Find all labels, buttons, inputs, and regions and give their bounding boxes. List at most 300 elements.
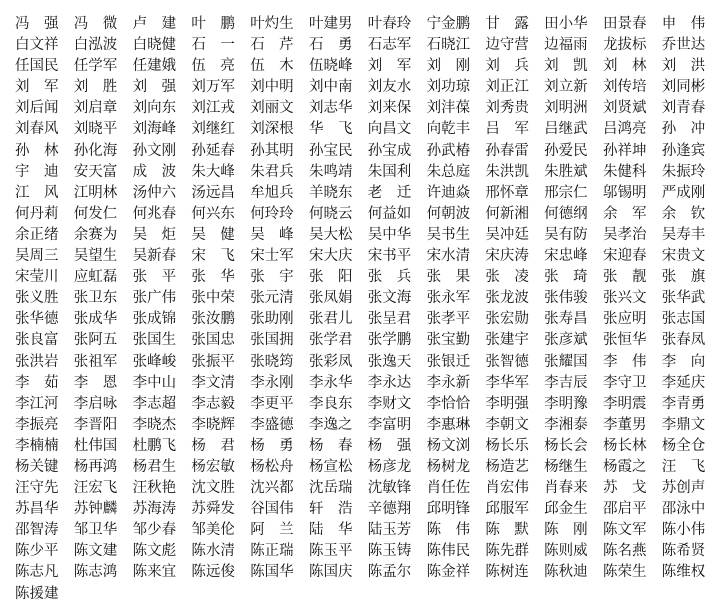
name-cell: 伍晓峰 bbox=[308, 58, 353, 75]
name-cell: 余 钦 bbox=[661, 205, 706, 222]
name-cell: 张广伟 bbox=[132, 290, 177, 307]
name-cell: 刘江戎 bbox=[191, 100, 235, 117]
name-cell: 刘春风 bbox=[15, 121, 59, 138]
name-cell: 刘 胜 bbox=[73, 79, 118, 96]
name-cell: 陈正瑞 bbox=[250, 543, 294, 560]
name-cell: 申 伟 bbox=[661, 16, 706, 32]
name-cell: 陈来宜 bbox=[132, 564, 177, 581]
name-cell: 陈维权 bbox=[661, 564, 706, 581]
name-cell: 李恰恰 bbox=[426, 395, 471, 412]
name-cell: 杨 勇 bbox=[250, 437, 294, 454]
name-cell: 张 琦 bbox=[544, 269, 588, 286]
name-cell: 张洪岩 bbox=[15, 353, 59, 370]
name-cell: 张晓筠 bbox=[250, 353, 294, 370]
name-cell: 叶春玲 bbox=[367, 16, 412, 32]
name-cell: 田景春 bbox=[602, 16, 647, 32]
name-cell: 陈远俊 bbox=[191, 564, 235, 581]
name-cell: 陈国庆 bbox=[308, 564, 353, 581]
name-cell: 李楠楠 bbox=[15, 437, 59, 454]
name-cell: 杨再鸿 bbox=[73, 458, 118, 475]
name-cell: 陈 伟 bbox=[426, 522, 471, 539]
name-cell: 陈少平 bbox=[15, 543, 59, 560]
name-cell: 白泓波 bbox=[73, 37, 118, 54]
name-cell: 邱明锋 bbox=[426, 501, 471, 518]
name-cell: 李志毅 bbox=[191, 395, 235, 412]
name-cell: 张兴文 bbox=[602, 290, 647, 307]
name-cell: 陈 刚 bbox=[544, 522, 588, 539]
name-cell: 乔世达 bbox=[661, 37, 706, 54]
name-cell: 李江河 bbox=[15, 395, 59, 412]
name-cell: 张华德 bbox=[15, 311, 59, 328]
name-cell: 张凤娟 bbox=[308, 290, 353, 307]
name-cell: 刘立新 bbox=[544, 79, 588, 96]
name-cell: 余 军 bbox=[602, 205, 647, 222]
name-cell: 刘 林 bbox=[602, 58, 647, 75]
name-cell: 张国忠 bbox=[191, 332, 235, 349]
name-cell: 李惠琳 bbox=[426, 416, 471, 433]
name-cell: 陈文军 bbox=[602, 522, 647, 539]
name-cell: 杨彦龙 bbox=[367, 458, 412, 475]
name-cell: 张逸天 bbox=[367, 353, 412, 370]
name-cell: 刘 军 bbox=[367, 58, 412, 75]
name-cell: 朱大峰 bbox=[191, 163, 235, 180]
name-cell: 张华武 bbox=[661, 290, 706, 307]
name-cell: 刘传培 bbox=[602, 79, 647, 96]
name-cell: 宋庆涛 bbox=[485, 248, 529, 265]
name-cell: 张耀国 bbox=[544, 353, 588, 370]
name-cell: 杜伟国 bbox=[73, 437, 118, 454]
name-cell: 李永达 bbox=[367, 374, 412, 391]
name-cell: 张君儿 bbox=[308, 311, 353, 328]
name-cell: 杨宏敏 bbox=[191, 458, 235, 475]
name-cell: 刘功琼 bbox=[426, 79, 471, 96]
name-cell: 田小华 bbox=[544, 16, 588, 32]
name-cell: 宋忠峰 bbox=[544, 248, 588, 265]
name-cell: 辛德翔 bbox=[367, 501, 412, 518]
name-cell: 阿 兰 bbox=[250, 522, 294, 539]
name-cell: 李湘泰 bbox=[544, 416, 588, 433]
name-cell: 严成刚 bbox=[661, 184, 706, 201]
name-cell: 任学军 bbox=[73, 58, 118, 75]
name-cell: 孙宝成 bbox=[367, 142, 412, 159]
name-cell: 张恒华 bbox=[602, 332, 647, 349]
name-cell: 李吉辰 bbox=[544, 374, 588, 391]
name-cell: 宋迎春 bbox=[602, 248, 647, 265]
name-cell: 张峰峻 bbox=[132, 353, 177, 370]
name-cell: 吴有防 bbox=[544, 226, 588, 243]
name-cell: 李延庆 bbox=[661, 374, 706, 391]
name-cell: 华 飞 bbox=[308, 121, 353, 138]
name-cell: 孙祥坤 bbox=[602, 142, 647, 159]
name-cell: 张 阳 bbox=[308, 269, 353, 286]
name-cell: 张学鹏 bbox=[367, 332, 412, 349]
name-cell: 李志超 bbox=[132, 395, 177, 412]
name-cell: 宋大庆 bbox=[308, 248, 353, 265]
name-cell: 吴新春 bbox=[132, 248, 177, 265]
name-cell: 陆玉芳 bbox=[367, 522, 412, 539]
name-cell: 吴 炬 bbox=[132, 226, 177, 243]
name-cell: 张 果 bbox=[426, 269, 471, 286]
name-cell: 朱总庭 bbox=[426, 163, 471, 180]
name-cell: 李朝文 bbox=[485, 416, 529, 433]
name-cell: 宋水清 bbox=[426, 248, 471, 265]
name-cell: 陈伟民 bbox=[426, 543, 471, 560]
name-cell: 陈小伟 bbox=[661, 522, 706, 539]
name-cell: 杨长会 bbox=[544, 437, 588, 454]
name-cell: 刘秀贵 bbox=[485, 100, 529, 117]
name-cell: 刘启章 bbox=[73, 100, 118, 117]
name-cell: 吴 健 bbox=[191, 226, 235, 243]
name-cell: 朱胜斌 bbox=[544, 163, 588, 180]
name-cell: 张 平 bbox=[132, 269, 177, 286]
name-cell: 陈国华 bbox=[250, 564, 294, 581]
name-cell: 杨造艺 bbox=[485, 458, 529, 475]
name-cell: 刘来保 bbox=[367, 100, 412, 117]
name-cell: 陈秋迪 bbox=[544, 564, 588, 581]
name-cell: 吕鸿亮 bbox=[602, 121, 647, 138]
name-cell: 李华军 bbox=[485, 374, 529, 391]
name-cell: 张卫东 bbox=[73, 290, 118, 307]
name-cell: 张汝鹏 bbox=[191, 311, 235, 328]
name-cell: 肖任佐 bbox=[426, 480, 471, 497]
name-cell: 陈孟尔 bbox=[367, 564, 412, 581]
name-cell: 张彩凤 bbox=[308, 353, 353, 370]
name-cell: 陈金祥 bbox=[426, 564, 471, 581]
name-cell: 轩 浩 bbox=[308, 501, 353, 518]
name-cell: 何兴东 bbox=[191, 205, 235, 222]
name-cell: 吕 军 bbox=[485, 121, 529, 138]
name-cell: 石晓江 bbox=[426, 37, 471, 54]
name-cell: 孙春雷 bbox=[485, 142, 529, 159]
name-cell: 刘沣葆 bbox=[426, 100, 471, 117]
name-cell: 邱金生 bbox=[544, 501, 588, 518]
name-cell: 杨长乐 bbox=[485, 437, 529, 454]
name-cell: 朱鸣靖 bbox=[308, 163, 353, 180]
name-cell: 李守卫 bbox=[602, 374, 647, 391]
name-cell: 吴中华 bbox=[367, 226, 412, 243]
name-cell: 何晓云 bbox=[308, 205, 353, 222]
name-cell: 吴望生 bbox=[73, 248, 118, 265]
name-cell: 杨全仓 bbox=[661, 437, 706, 454]
name-cell: 张祖军 bbox=[73, 353, 118, 370]
name-cell: 陈荣生 bbox=[602, 564, 647, 581]
name-cell: 石 芹 bbox=[250, 37, 294, 54]
name-cell: 杨树龙 bbox=[426, 458, 471, 475]
name-cell: 汤仲六 bbox=[132, 184, 177, 201]
name-cell: 朱健科 bbox=[602, 163, 647, 180]
name-cell: 陈先群 bbox=[485, 543, 529, 560]
name-cell: 石 勇 bbox=[308, 37, 353, 54]
name-cell: 张阿五 bbox=[73, 332, 118, 349]
name-cell: 江明林 bbox=[73, 184, 118, 201]
name-grid bbox=[15, 14, 721, 602]
name-cell: 陈名燕 bbox=[602, 543, 647, 560]
name-cell: 杨 春 bbox=[308, 437, 353, 454]
name-cell: 石 一 bbox=[191, 37, 235, 54]
name-cell: 刘正江 bbox=[485, 79, 529, 96]
name-cell: 张文海 bbox=[367, 290, 412, 307]
name-cell: 朱振玲 bbox=[661, 163, 706, 180]
name-cell: 李富明 bbox=[367, 416, 412, 433]
name-cell: 邹美伦 bbox=[191, 522, 235, 539]
name-cell: 张宏勋 bbox=[485, 311, 529, 328]
name-cell: 朱洪凯 bbox=[485, 163, 529, 180]
name-cell: 陈志鸿 bbox=[73, 564, 118, 581]
name-cell: 张义胜 bbox=[15, 290, 59, 307]
name-cell: 吴寿丰 bbox=[661, 226, 706, 243]
name-cell: 边福雨 bbox=[544, 37, 588, 54]
name-cell: 李中山 bbox=[132, 374, 177, 391]
name-cell: 张元清 bbox=[250, 290, 294, 307]
name-cell: 刘继红 bbox=[191, 121, 235, 138]
name-cell: 汪秋艳 bbox=[132, 480, 177, 497]
name-cell: 李董男 bbox=[602, 416, 647, 433]
name-cell: 刘 军 bbox=[15, 79, 59, 96]
name-cell: 杨松舟 bbox=[250, 458, 294, 475]
name-cell: 刘深根 bbox=[250, 121, 294, 138]
name-cell: 刘友水 bbox=[367, 79, 412, 96]
name-cell: 吴书生 bbox=[426, 226, 471, 243]
name-cell: 宋贵文 bbox=[661, 248, 706, 265]
name-cell: 张 兵 bbox=[367, 269, 412, 286]
name-cell: 孙爱民 bbox=[544, 142, 588, 159]
name-cell: 余正绪 bbox=[15, 226, 59, 243]
name-cell: 刘 洪 bbox=[661, 58, 706, 75]
name-cell: 伍 木 bbox=[250, 58, 294, 75]
name-cell: 何朝波 bbox=[426, 205, 471, 222]
name-cell: 刘海峰 bbox=[132, 121, 177, 138]
name-cell: 朱国利 bbox=[367, 163, 412, 180]
name-cell: 邵泳中 bbox=[661, 501, 706, 518]
name-cell: 张建宇 bbox=[485, 332, 529, 349]
name-cell: 邵智涛 bbox=[15, 522, 59, 539]
name-cell: 刘同彬 bbox=[661, 79, 706, 96]
name-cell: 肖春来 bbox=[544, 480, 588, 497]
name-cell: 陆 华 bbox=[308, 522, 353, 539]
name-cell: 叶 鹏 bbox=[191, 16, 235, 32]
name-cell: 刘 凯 bbox=[544, 58, 588, 75]
name-cell: 朱君兵 bbox=[250, 163, 294, 180]
name-cell: 张成锦 bbox=[132, 311, 177, 328]
name-cell: 孙武椿 bbox=[426, 142, 471, 159]
name-cell: 张助刚 bbox=[250, 311, 294, 328]
name-cell: 孙化海 bbox=[73, 142, 118, 159]
name-cell: 张孝平 bbox=[426, 311, 471, 328]
name-cell: 李更平 bbox=[250, 395, 294, 412]
name-cell: 刘丽文 bbox=[250, 100, 294, 117]
name-cell: 张呈君 bbox=[367, 311, 412, 328]
name-cell: 汪守先 bbox=[15, 480, 59, 497]
name-cell: 张志国 bbox=[661, 311, 706, 328]
name-cell: 余赛为 bbox=[73, 226, 118, 243]
name-cell: 杨宣松 bbox=[308, 458, 353, 475]
name-cell: 苏昌华 bbox=[15, 501, 59, 518]
name-cell: 何德纲 bbox=[544, 205, 588, 222]
name-cell: 宁金鹏 bbox=[426, 16, 471, 32]
name-cell: 任建娥 bbox=[132, 58, 177, 75]
name-cell: 吴冲廷 bbox=[485, 226, 529, 243]
name-cell: 杜鹏飞 bbox=[132, 437, 177, 454]
name-cell: 羊晓东 bbox=[308, 184, 353, 201]
name-cell: 牟旭兵 bbox=[250, 184, 294, 201]
name-cell: 刘 刚 bbox=[426, 58, 471, 75]
name-cell: 何益如 bbox=[367, 205, 412, 222]
name-cell: 陈文建 bbox=[73, 543, 118, 560]
name-cell: 张龙波 bbox=[485, 290, 529, 307]
name-cell: 杨 强 bbox=[367, 437, 412, 454]
name-cell: 汪 飞 bbox=[661, 458, 706, 475]
name-cell: 陈 默 bbox=[485, 522, 529, 539]
name-cell: 吴 峰 bbox=[250, 226, 294, 243]
name-cell: 伍 亮 bbox=[191, 58, 235, 75]
name-cell: 张春凤 bbox=[661, 332, 706, 349]
name-cell: 李永刚 bbox=[250, 374, 294, 391]
name-cell: 刘万军 bbox=[191, 79, 235, 96]
name-cell: 向乾丰 bbox=[426, 121, 471, 138]
name-cell: 宋书平 bbox=[367, 248, 412, 265]
name-cell: 刘中南 bbox=[308, 79, 353, 96]
name-cell: 杨继生 bbox=[544, 458, 588, 475]
name-cell: 李永华 bbox=[308, 374, 353, 391]
name-cell: 成 波 bbox=[132, 163, 177, 180]
name-cell: 孙延春 bbox=[191, 142, 235, 159]
name-cell: 杨文浏 bbox=[426, 437, 471, 454]
name-cell: 邢宗仁 bbox=[544, 184, 588, 201]
name-cell: 陈玉铸 bbox=[367, 543, 412, 560]
name-cell: 叶建男 bbox=[308, 16, 353, 32]
name-cell: 沈文胜 bbox=[191, 480, 235, 497]
name-cell: 老 迁 bbox=[367, 184, 412, 201]
name-cell: 张彦斌 bbox=[544, 332, 588, 349]
name-cell: 宇 迪 bbox=[15, 163, 59, 180]
name-cell: 许迪焱 bbox=[426, 184, 471, 201]
name-cell: 孙逢宾 bbox=[661, 142, 706, 159]
name-cell: 何新湘 bbox=[485, 205, 529, 222]
name-cell: 吴周三 bbox=[15, 248, 59, 265]
name-cell: 刘 兵 bbox=[485, 58, 529, 75]
name-cell: 汪宏飞 bbox=[73, 480, 118, 497]
name-cell: 杨长林 bbox=[602, 437, 647, 454]
name-cell: 陈援建 bbox=[15, 585, 59, 602]
name-cell: 杨关键 bbox=[15, 458, 59, 475]
name-cell: 孙 林 bbox=[15, 142, 59, 159]
name-cell: 边守营 bbox=[485, 37, 529, 54]
name-cell: 沈敏锋 bbox=[367, 480, 412, 497]
name-cell: 苏创声 bbox=[661, 480, 706, 497]
name-cell: 刘贤斌 bbox=[602, 100, 647, 117]
name-cell: 冯 强 bbox=[15, 16, 59, 32]
name-cell: 刘志华 bbox=[308, 100, 353, 117]
name-cell: 张 靓 bbox=[602, 269, 647, 286]
name-cell: 李盛德 bbox=[250, 416, 294, 433]
name-cell: 李晓杰 bbox=[132, 416, 177, 433]
name-cell: 陈树连 bbox=[485, 564, 529, 581]
name-cell: 陈志凡 bbox=[15, 564, 59, 581]
name-cell: 张伟骏 bbox=[544, 290, 588, 307]
name-cell: 李青勇 bbox=[661, 395, 706, 412]
name-cell: 张应明 bbox=[602, 311, 647, 328]
name-cell: 苏 戈 bbox=[602, 480, 647, 497]
name-cell: 李 茹 bbox=[15, 374, 59, 391]
name-cell: 孙文刚 bbox=[132, 142, 177, 159]
name-cell: 邬锡明 bbox=[602, 184, 647, 201]
name-cell: 张国生 bbox=[132, 332, 177, 349]
name-cell: 宋莹川 bbox=[15, 269, 59, 286]
name-cell: 张智德 bbox=[485, 353, 529, 370]
name-cell: 张 旗 bbox=[661, 269, 706, 286]
name-cell: 刘 强 bbox=[132, 79, 177, 96]
name-cell: 李 伟 bbox=[602, 353, 647, 370]
name-cell: 张寿昌 bbox=[544, 311, 588, 328]
name-cell: 谷国伟 bbox=[250, 501, 294, 518]
name-cell: 张学君 bbox=[308, 332, 353, 349]
name-cell: 李明豫 bbox=[544, 395, 588, 412]
name-cell: 孙宝民 bbox=[308, 142, 353, 159]
name-cell: 白文祥 bbox=[15, 37, 59, 54]
name-cell: 刘青春 bbox=[661, 100, 706, 117]
name-cell: 孙 冲 bbox=[661, 121, 706, 138]
name-cell: 李逸之 bbox=[308, 416, 353, 433]
name-cell: 杨霞之 bbox=[602, 458, 647, 475]
name-cell: 邹卫华 bbox=[73, 522, 118, 539]
name-cell: 吴孝治 bbox=[602, 226, 647, 243]
name-cell: 邹少春 bbox=[132, 522, 177, 539]
name-cell: 张 宇 bbox=[250, 269, 294, 286]
name-cell: 宋 飞 bbox=[191, 248, 235, 265]
name-cell: 李 恩 bbox=[73, 374, 118, 391]
name-cell: 李晓辉 bbox=[191, 416, 235, 433]
name-cell: 吕继武 bbox=[544, 121, 588, 138]
name-cell: 陈水清 bbox=[191, 543, 235, 560]
name-cell: 江 风 bbox=[15, 184, 59, 201]
name-cell: 张 凌 bbox=[485, 269, 529, 286]
name-cell: 向昌文 bbox=[367, 121, 412, 138]
name-cell: 沈岳瑞 bbox=[308, 480, 353, 497]
name-cell: 李晋阳 bbox=[73, 416, 118, 433]
name-cell: 张永军 bbox=[426, 290, 471, 307]
name-cell: 石志军 bbox=[367, 37, 412, 54]
name-cell: 刘中明 bbox=[250, 79, 294, 96]
name-cell: 宋士军 bbox=[250, 248, 294, 265]
name-cell: 李 向 bbox=[661, 353, 706, 370]
name-cell: 沈兴都 bbox=[250, 480, 294, 497]
name-cell: 应虹磊 bbox=[73, 269, 118, 286]
name-cell: 苏舜发 bbox=[191, 501, 235, 518]
name-cell: 张国拥 bbox=[250, 332, 294, 349]
name-cell: 苏钟麟 bbox=[73, 501, 118, 518]
name-cell: 杨君生 bbox=[132, 458, 177, 475]
name-cell: 张 华 bbox=[191, 269, 235, 286]
name-cell: 李良东 bbox=[308, 395, 353, 412]
name-cell: 白晓健 bbox=[132, 37, 177, 54]
name-cell: 苏海涛 bbox=[132, 501, 177, 518]
name-cell: 邵启平 bbox=[602, 501, 647, 518]
name-cell: 张良富 bbox=[15, 332, 59, 349]
name-cell: 刘晓平 bbox=[73, 121, 118, 138]
name-cell: 张宝勤 bbox=[426, 332, 471, 349]
name-cell: 甘 露 bbox=[485, 16, 529, 32]
name-cell: 李明强 bbox=[485, 395, 529, 412]
name-cell: 汤远昌 bbox=[191, 184, 235, 201]
name-cell: 安天富 bbox=[73, 163, 118, 180]
name-cell: 孙其明 bbox=[250, 142, 294, 159]
name-cell: 刘明洲 bbox=[544, 100, 588, 117]
name-cell: 陈希贤 bbox=[661, 543, 706, 560]
name-cell: 陈则威 bbox=[544, 543, 588, 560]
name-cell: 李启咏 bbox=[73, 395, 118, 412]
name-cell: 何发仁 bbox=[73, 205, 118, 222]
name-cell: 李鼎文 bbox=[661, 416, 706, 433]
